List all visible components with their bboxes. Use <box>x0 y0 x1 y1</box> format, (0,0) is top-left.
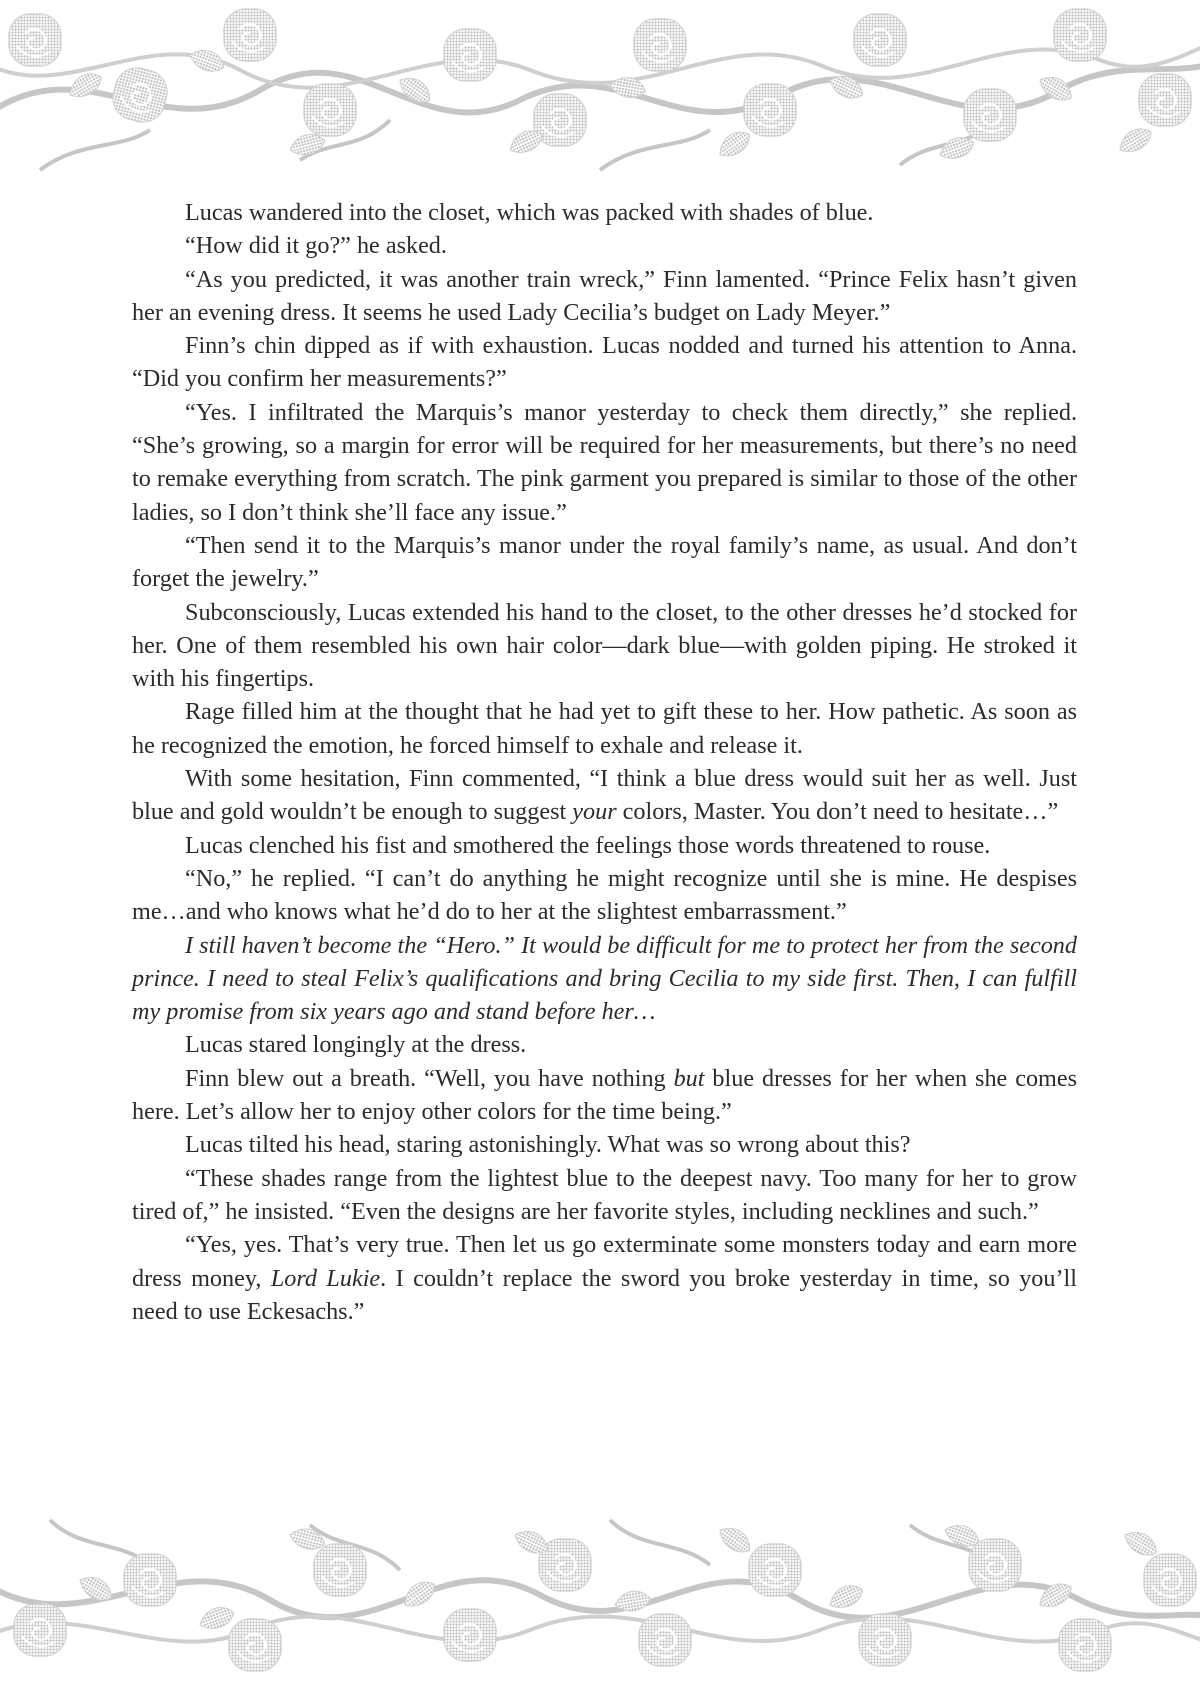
rose-vine-ornament-top <box>0 0 1200 185</box>
paragraph: Lucas clenched his fist and smothered the feelings those words threatened to rouse. <box>185 831 991 859</box>
rose-vine-ornament-bottom <box>0 1510 1200 1685</box>
paragraph: “As you predicted, it was another train wreck,” Finn lamented. “Prince Felix hasn’t given her an evening dress. It seems he used Lady Cecilia’s budget on Lady Meyer.” <box>132 265 1077 326</box>
paragraph: Lucas tilted his head, staring astonishingly. What was so wrong about this? <box>185 1131 911 1159</box>
paragraph: “Yes, yes. That’s very true. Then let us go exterminate some monsters today and earn more dress money, Lord Lukie. I couldn’t replace the sword you broke yesterday in time, so you’ll need to use Eckesachs.” <box>132 1231 1077 1325</box>
paragraph: “Then send it to the Marquis’s manor under the royal family’s name, as usual. And don’t forget the jewelry.” <box>132 531 1077 593</box>
paragraph: “How did it go?” he asked. <box>185 232 447 260</box>
paragraph: Lucas stared longingly at the dress. <box>185 1031 527 1059</box>
paragraph: Lucas wandered into the closet, which was packed with shades of blue. <box>185 199 874 226</box>
rose-vine-icon <box>0 0 1200 185</box>
paragraph: “No,” he replied. “I can’t do anything he might recognize until she is mine. He despises me…and who knows what he’d do to her at the slightest embarrassment.” <box>132 864 1077 926</box>
paragraph: Rage filled him at the thought that he had yet to gift these to her. How pathetic. As soon as he recognized the emotion, he forced himself to exhale and release it. <box>132 698 1077 759</box>
paragraph: “These shades range from the lightest blue to the deepest navy. Too many for her to grow tired of,” he insisted. “Even the designs are her favorite styles, including necklines and such.” <box>132 1164 1077 1225</box>
paragraph: With some hesitation, Finn commented, “I think a blue dress would suit her as well. Just blue and gold wouldn’t be enough to suggest your colors, Master. You don’t need to hesitate…” <box>132 765 1077 826</box>
rose-vine-icon <box>0 1510 1200 1685</box>
paragraph: “Yes. I infiltrated the Marquis’s manor yesterday to check them directly,” she replied. “She’s growing, so a margin for error will be required for her measurements, but there’s no need to remake everything from scratch. The pink garment you prepared is similar to those of the other ladies, so I don’t think she’ll face any issue.” <box>132 398 1077 526</box>
paragraph: Finn’s chin dipped as if with exhaustion. Lucas nodded and turned his attention to Anna. “Did you confirm her measurements?” <box>132 332 1077 393</box>
italic-thought-paragraph: I still haven’t become the “Hero.” It would be difficult for me to protect her from the second prince. I need to steal Felix’s qualifications and bring Cecilia to my side first. Then, I can fulfill my promise from six years ago and stand before her… <box>132 931 1077 1026</box>
paragraph: Subconsciously, Lucas extended his hand to the closet, to the other dresses he’d stocked for her. One of them resembled his own hair color—dark blue—with golden piping. He stroked it with his fingertips. <box>132 598 1077 693</box>
paragraph: Finn blew out a breath. “Well, you have nothing but blue dresses for her when she comes here. Let’s allow her to enjoy other colors for the time being.” <box>132 1064 1077 1126</box>
page-body-text <box>132 196 1077 1328</box>
